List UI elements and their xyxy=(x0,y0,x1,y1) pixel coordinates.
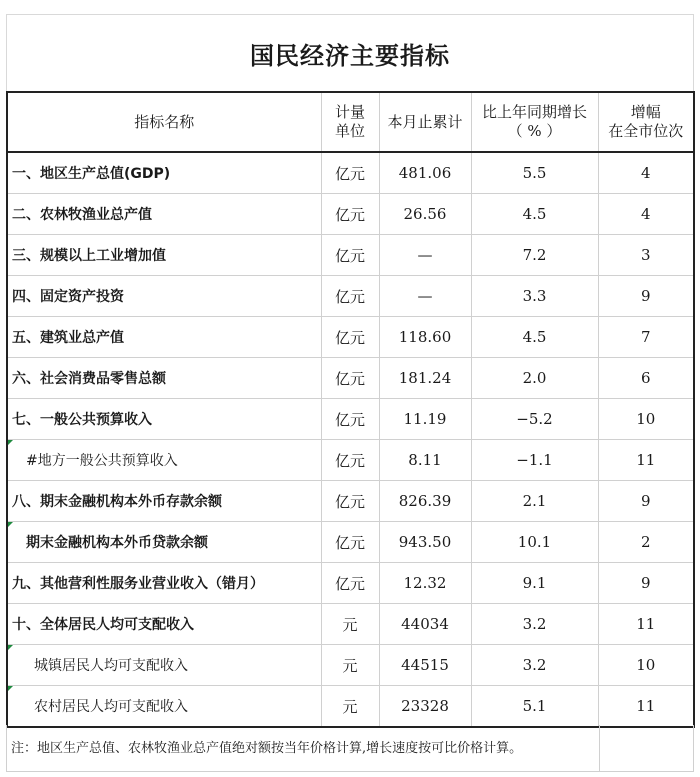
unit-cell[interactable]: 亿元 xyxy=(321,152,379,194)
growth-cell[interactable]: 2.1 xyxy=(471,481,598,522)
rank-cell[interactable]: 9 xyxy=(598,563,694,604)
growth-cell[interactable]: 4.5 xyxy=(471,194,598,235)
rank-cell[interactable]: 10 xyxy=(598,645,694,686)
value-cell[interactable]: 118.60 xyxy=(379,317,471,358)
cell-marker-icon xyxy=(8,645,13,650)
value-cell[interactable]: 181.24 xyxy=(379,358,471,399)
table-row xyxy=(7,563,694,604)
column-divider xyxy=(599,725,600,771)
header-unit-line1: 计量 xyxy=(334,103,365,121)
rank-cell[interactable]: 11 xyxy=(598,440,694,481)
unit-cell[interactable]: 亿元 xyxy=(321,399,379,440)
unit-cell[interactable]: 亿元 xyxy=(321,358,379,399)
header-cumulative-label: 本月止累计 xyxy=(387,112,463,131)
value-cell[interactable]: — xyxy=(379,235,471,276)
indicator-name-label: 农村居民人均可支配收入 xyxy=(34,699,188,715)
indicator-name-label: 城镇居民人均可支配收入 xyxy=(34,658,188,674)
table-row xyxy=(7,686,694,728)
title-cell[interactable] xyxy=(6,14,694,92)
rank-cell[interactable]: 4 xyxy=(598,194,694,235)
unit-cell[interactable]: 元 xyxy=(321,604,379,645)
column-divider xyxy=(693,725,694,771)
footnote-text: 注：地区生产总值、农林牧渔业总产值绝对额按当年价格计算,增长速度按可比价格计算。 xyxy=(11,741,523,756)
indicator-name-cell[interactable] xyxy=(7,440,321,481)
growth-cell[interactable]: 4.5 xyxy=(471,317,598,358)
table-row xyxy=(7,235,694,276)
unit-cell[interactable]: 亿元 xyxy=(321,563,379,604)
header-name-label: 指标名称 xyxy=(134,112,195,131)
table-row xyxy=(7,440,694,481)
header-growth[interactable] xyxy=(471,92,598,152)
unit-cell[interactable]: 亿元 xyxy=(321,317,379,358)
indicator-name-cell[interactable]: 九、其他营利性服务业营业收入（错月） xyxy=(7,563,321,604)
table-row xyxy=(7,152,694,194)
header-growth-line2: （ % ） xyxy=(507,122,562,140)
rank-cell[interactable]: 6 xyxy=(598,358,694,399)
growth-cell[interactable]: 3.2 xyxy=(471,645,598,686)
value-cell[interactable]: 26.56 xyxy=(379,194,471,235)
growth-cell[interactable]: 3.2 xyxy=(471,604,598,645)
unit-cell[interactable]: 亿元 xyxy=(321,235,379,276)
rank-cell[interactable]: 3 xyxy=(598,235,694,276)
value-cell[interactable]: 44034 xyxy=(379,604,471,645)
value-cell[interactable]: 23328 xyxy=(379,686,471,728)
header-unit-line2: 单位 xyxy=(334,122,365,140)
rank-cell[interactable]: 2 xyxy=(598,522,694,563)
indicator-name-cell[interactable]: 五、建筑业总产值 xyxy=(7,317,321,358)
indicator-name-cell[interactable]: 一、地区生产总值(GDP) xyxy=(7,152,321,194)
unit-cell[interactable]: 元 xyxy=(321,686,379,728)
indicator-name-cell[interactable] xyxy=(7,522,321,563)
rank-cell[interactable]: 7 xyxy=(598,317,694,358)
growth-cell[interactable]: 5.1 xyxy=(471,686,598,728)
rank-cell[interactable]: 11 xyxy=(598,686,694,728)
value-cell[interactable]: 11.19 xyxy=(379,399,471,440)
value-cell[interactable]: 44515 xyxy=(379,645,471,686)
header-rank[interactable] xyxy=(598,92,694,152)
indicator-name-cell[interactable]: 十、全体居民人均可支配收入 xyxy=(7,604,321,645)
table-row xyxy=(7,522,694,563)
cell-marker-icon xyxy=(8,522,13,527)
unit-cell[interactable]: 亿元 xyxy=(321,276,379,317)
table-row xyxy=(7,399,694,440)
indicator-name-cell[interactable] xyxy=(7,645,321,686)
unit-cell[interactable]: 亿元 xyxy=(321,522,379,563)
unit-cell[interactable]: 亿元 xyxy=(321,194,379,235)
header-rank-line2: 在全市位次 xyxy=(608,122,684,140)
page-title: 国民经济主要指标 xyxy=(250,42,450,70)
rank-cell[interactable]: 10 xyxy=(598,399,694,440)
cell-marker-icon xyxy=(8,440,13,445)
footnote-row[interactable] xyxy=(6,725,694,772)
indicator-name-label: 期末金融机构本外币贷款余额 xyxy=(26,535,208,551)
value-cell[interactable]: 12.32 xyxy=(379,563,471,604)
value-cell[interactable]: 8.11 xyxy=(379,440,471,481)
rank-cell[interactable]: 11 xyxy=(598,604,694,645)
rank-cell[interactable]: 9 xyxy=(598,276,694,317)
indicator-name-cell[interactable]: 六、社会消费品零售总额 xyxy=(7,358,321,399)
rank-cell[interactable]: 9 xyxy=(598,481,694,522)
header-name[interactable] xyxy=(7,92,321,152)
unit-cell[interactable]: 亿元 xyxy=(321,440,379,481)
indicator-name-label: #地方一般公共预算收入 xyxy=(26,453,178,469)
cell-marker-icon xyxy=(8,686,13,691)
unit-cell[interactable]: 亿元 xyxy=(321,481,379,522)
growth-cell[interactable]: −5.2 xyxy=(471,399,598,440)
table-row xyxy=(7,358,694,399)
indicator-name-cell[interactable]: 七、一般公共预算收入 xyxy=(7,399,321,440)
header-rank-line1: 增幅 xyxy=(630,103,661,121)
header-row xyxy=(7,92,694,152)
growth-cell[interactable]: 5.5 xyxy=(471,152,598,194)
growth-cell[interactable]: 3.3 xyxy=(471,276,598,317)
growth-cell[interactable]: 10.1 xyxy=(471,522,598,563)
header-unit[interactable] xyxy=(321,92,379,152)
table-row xyxy=(7,604,694,645)
header-growth-line1: 比上年同期增长 xyxy=(481,103,587,121)
indicator-name-cell[interactable]: 八、期末金融机构本外币存款余额 xyxy=(7,481,321,522)
value-cell[interactable]: 943.50 xyxy=(379,522,471,563)
table-row xyxy=(7,481,694,522)
value-cell[interactable]: 481.06 xyxy=(379,152,471,194)
growth-cell[interactable]: 2.0 xyxy=(471,358,598,399)
header-cumulative[interactable] xyxy=(379,92,471,152)
table-row xyxy=(7,194,694,235)
indicator-table xyxy=(6,91,695,728)
indicator-name-cell[interactable]: 三、规模以上工业增加值 xyxy=(7,235,321,276)
unit-cell[interactable]: 元 xyxy=(321,645,379,686)
growth-cell[interactable]: 7.2 xyxy=(471,235,598,276)
table-row xyxy=(7,276,694,317)
table-row xyxy=(7,317,694,358)
indicator-name-cell[interactable] xyxy=(7,686,321,728)
growth-cell[interactable]: −1.1 xyxy=(471,440,598,481)
table-row xyxy=(7,645,694,686)
value-cell[interactable]: — xyxy=(379,276,471,317)
value-cell[interactable]: 826.39 xyxy=(379,481,471,522)
indicator-name-cell[interactable]: 二、农林牧渔业总产值 xyxy=(7,194,321,235)
growth-cell[interactable]: 9.1 xyxy=(471,563,598,604)
rank-cell[interactable]: 4 xyxy=(598,152,694,194)
indicator-name-cell[interactable]: 四、固定资产投资 xyxy=(7,276,321,317)
